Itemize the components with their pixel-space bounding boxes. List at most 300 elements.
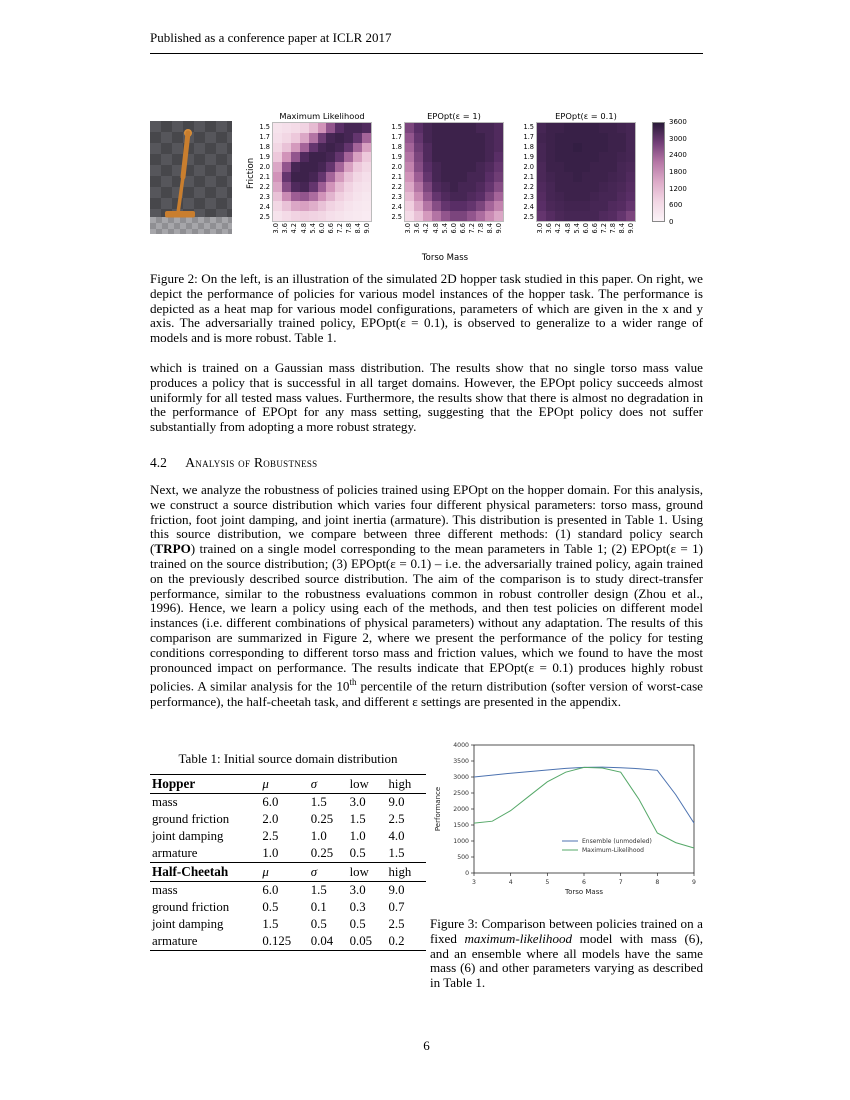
heatmap-cell xyxy=(590,182,599,192)
heatmap-cell xyxy=(282,152,291,162)
heatmap-cell xyxy=(344,201,353,211)
heatmap-cell xyxy=(582,211,591,221)
heatmap-cell xyxy=(599,172,608,182)
heatmap-cell xyxy=(537,133,546,143)
xtick-label: 9.0 xyxy=(627,223,636,234)
heatmap-cell xyxy=(546,201,555,211)
ytick-label: 2.4 xyxy=(391,203,402,211)
table-cell: joint damping xyxy=(152,917,224,931)
heatmap-cell xyxy=(599,152,608,162)
xtick-label: 6.0 xyxy=(449,223,458,234)
xtick-label: 3.6 xyxy=(413,223,422,234)
heatmap-title: Maximum Likelihood xyxy=(279,111,365,121)
heatmap-cell xyxy=(326,201,335,211)
heatmap-cell xyxy=(273,143,282,153)
figure-3-caption xyxy=(430,917,703,991)
heatmap-cell xyxy=(608,192,617,202)
heatmap-cell xyxy=(617,182,626,192)
xtick-label: 3.6 xyxy=(281,223,290,234)
heatmap-cell xyxy=(326,192,335,202)
ytick-label: 1.8 xyxy=(391,143,402,151)
heatmap-cell xyxy=(546,192,555,202)
table-cell: mass xyxy=(152,883,178,897)
heatmap-cell xyxy=(617,172,626,182)
heatmap-cell xyxy=(582,123,591,133)
heatmap-cell xyxy=(485,172,494,182)
heatmap-cell xyxy=(335,182,344,192)
ytick-label: 1.7 xyxy=(259,133,270,141)
heatmap-cell xyxy=(441,152,450,162)
heatmap-cell xyxy=(450,211,459,221)
heatmap-cell xyxy=(282,201,291,211)
heatmap-cell xyxy=(485,143,494,153)
heatmap-cell xyxy=(344,211,353,221)
heatmap-cell xyxy=(353,143,362,153)
heatmap-cell xyxy=(494,152,503,162)
heatmap-cell xyxy=(273,172,282,182)
heatmap-cell xyxy=(564,152,573,162)
xtick-label: 3.0 xyxy=(404,223,413,234)
heatmap-cell xyxy=(590,133,599,143)
heatmap-title: EPOpt(ε = 1) xyxy=(427,111,481,121)
heatmap-cell xyxy=(590,162,599,172)
heatmap-cell xyxy=(467,201,476,211)
heatmap-cell xyxy=(291,172,300,182)
heatmap-maximum-likelihood xyxy=(254,111,372,261)
heatmap-cell xyxy=(344,123,353,133)
text-segment: TRPO xyxy=(154,541,191,557)
heatmap-cell xyxy=(555,182,564,192)
table-cell: 1.5 xyxy=(388,846,405,860)
heatmap-cell xyxy=(450,192,459,202)
xtick-label: 8.4 xyxy=(486,223,495,234)
heatmap-cell xyxy=(485,192,494,202)
heatmap-cell xyxy=(546,172,555,182)
heatmap-cell xyxy=(494,182,503,192)
heatmap-cell xyxy=(608,152,617,162)
heatmap-ytick-labels xyxy=(254,122,272,222)
heatmap-cell xyxy=(537,211,546,221)
heatmap-cell xyxy=(353,123,362,133)
heatmap-cell xyxy=(467,182,476,192)
heatmap-cell xyxy=(423,162,432,172)
heatmap-cell xyxy=(626,143,635,153)
heatmap-cell xyxy=(405,133,414,143)
heatmap-cell xyxy=(423,182,432,192)
heatmap-cell xyxy=(282,192,291,202)
table-cell: 6.0 xyxy=(262,883,279,897)
heatmap-cell xyxy=(432,133,441,143)
heatmap-cell xyxy=(300,182,309,192)
colorbar-tick: 1800 xyxy=(669,168,687,176)
figure-3-plot xyxy=(430,733,703,913)
heatmap-cell xyxy=(485,162,494,172)
heatmap-cell xyxy=(476,211,485,221)
heatmap-cell xyxy=(555,192,564,202)
figure-2 xyxy=(150,111,703,273)
fig3-x-axis-label: Torso Mass xyxy=(564,888,604,896)
heatmap-cell xyxy=(573,152,582,162)
heatmap-cell xyxy=(555,201,564,211)
xtick-label: 5.4 xyxy=(308,223,317,234)
colorbar-tick: 1200 xyxy=(669,184,687,193)
table-row xyxy=(150,845,426,863)
heatmap-cell xyxy=(555,133,564,143)
heatmap-cell xyxy=(326,123,335,133)
heatmap-cell xyxy=(564,162,573,172)
heatmap-cell xyxy=(467,133,476,143)
heatmap-cell xyxy=(362,182,371,192)
heatmap-cell xyxy=(335,152,344,162)
heatmap-cell xyxy=(467,152,476,162)
heatmap-cell xyxy=(300,123,309,133)
xtick-label: 3.0 xyxy=(272,223,281,234)
x-tick-label: 4 xyxy=(508,879,513,886)
heatmap-cell xyxy=(441,143,450,153)
heatmap-cell xyxy=(573,201,582,211)
heatmap-cell xyxy=(537,152,546,162)
heatmap-cell xyxy=(573,123,582,133)
heatmap-cell xyxy=(441,201,450,211)
xtick-label: 9.0 xyxy=(363,223,372,234)
x-tick-label: 3 xyxy=(472,879,476,886)
heatmap-cell xyxy=(432,172,441,182)
heatmap-cell xyxy=(318,123,327,133)
heatmap-cell xyxy=(291,182,300,192)
ytick-label: 2.1 xyxy=(259,173,270,181)
heatmap-cell xyxy=(291,152,300,162)
table-cell: high xyxy=(387,775,426,794)
heatmap-cell xyxy=(335,211,344,221)
heatmap-cell xyxy=(467,172,476,182)
heatmap-cell xyxy=(573,143,582,153)
fig3-y-axis-label: Performance xyxy=(434,786,442,832)
heatmap-cell xyxy=(599,143,608,153)
heatmap-grid xyxy=(536,122,636,222)
heatmap-cell xyxy=(318,201,327,211)
heatmap-cell xyxy=(414,182,423,192)
heatmap-cell xyxy=(573,172,582,182)
heatmap-epopt-1 xyxy=(386,111,504,261)
heatmap-cell xyxy=(476,201,485,211)
heatmap-cell xyxy=(335,201,344,211)
heatmap-cell xyxy=(626,133,635,143)
heatmap-cell xyxy=(458,182,467,192)
heatmap-cell xyxy=(485,201,494,211)
heatmap-cell xyxy=(362,211,371,221)
table-1-caption: Table 1: Initial source domain distribution xyxy=(178,751,398,766)
heatmap-cell xyxy=(291,143,300,153)
heatmap-cell xyxy=(599,201,608,211)
heatmap-cell xyxy=(291,123,300,133)
heatmap-cell xyxy=(458,201,467,211)
table-cell: 1.0 xyxy=(262,846,279,860)
heatmap-ytick-labels xyxy=(386,122,404,222)
table-row xyxy=(150,828,426,845)
text-segment: maximum-likelihood xyxy=(464,930,573,946)
heatmap-cell xyxy=(590,172,599,182)
heatmap-cell xyxy=(599,211,608,221)
table-cell: Hopper xyxy=(150,775,260,794)
table-row xyxy=(150,882,426,900)
heatmap-cell xyxy=(564,123,573,133)
heatmap-cell xyxy=(344,143,353,153)
heatmap-cell xyxy=(555,123,564,133)
heatmap-cell xyxy=(537,182,546,192)
heatmap-cell xyxy=(458,133,467,143)
ytick-label: 1.5 xyxy=(259,123,270,131)
heatmap-cell xyxy=(414,192,423,202)
checker-floor xyxy=(150,217,232,234)
heatmap-cell xyxy=(626,162,635,172)
heatmap-cell xyxy=(300,201,309,211)
y-tick-label: 1000 xyxy=(453,838,469,845)
figure-2-caption: Figure 2: On the left, is an illustration of the simulated 2D hopper task studied in this paper. On right, we depict the performance of policies for various model instances of the hopper task. The performance is depicted as a heat map for various model configurations, parameters of which are given in the x and y axis. The adversarially trained policy, EPOpt(ε = 0.1), is observed to generalize to a wider range of models and is more robust. Table 1. xyxy=(150,271,703,346)
heatmap-cell xyxy=(282,123,291,133)
heatmap-epopt-01 xyxy=(518,111,636,261)
heatmap-cell xyxy=(608,143,617,153)
heatmap-cell xyxy=(423,143,432,153)
heatmap-cell xyxy=(353,192,362,202)
heatmap-cell xyxy=(344,152,353,162)
heatmap-cell xyxy=(555,211,564,221)
colorbar xyxy=(652,122,665,222)
heatmap-cell xyxy=(608,133,617,143)
table-cell: 3.0 xyxy=(349,883,366,897)
heatmap-cell xyxy=(626,123,635,133)
heatmap-cell xyxy=(441,192,450,202)
table-cell: 0.1 xyxy=(310,900,327,914)
heatmap-cell xyxy=(335,143,344,153)
heatmap-cell xyxy=(476,172,485,182)
xtick-label: 8.4 xyxy=(354,223,363,234)
heatmap-cell xyxy=(537,192,546,202)
heatmap-cell xyxy=(273,133,282,143)
heatmap-cell xyxy=(423,172,432,182)
table-cell: ground friction xyxy=(152,900,230,914)
table-1 xyxy=(150,751,426,951)
table-cell: Half-Cheetah xyxy=(150,863,260,882)
heatmap-cell xyxy=(362,192,371,202)
heatmap-cell xyxy=(494,143,503,153)
heatmap-cell xyxy=(582,201,591,211)
heatmap-cell xyxy=(318,162,327,172)
colorbar-tick: 600 xyxy=(669,201,683,210)
heatmap-cell xyxy=(362,152,371,162)
heatmap-cell xyxy=(546,182,555,192)
heatmap-cell xyxy=(582,192,591,202)
text-segment: ) trained on a single model corresponding to the mean parameters in Table 1; (2) EPOpt(ε = 1) trained on the source distribution; (3) EPOpt(ε = 0.1) – i.e. the adversarially trained policy, again trained on the previously described source distribution. The aim of the comparison is to study direct-transfer performance, similar to the robustness evaluations common in robust controller design (Zhou et al., 1996). Hence, we learn a policy using each of the methods, and then test policies on different model instances (i.e. different combinations of physical parameters) without any adaptation. The results of this comparison are summarized in Figure 2, where we present the performance of the policy for testing conditions corresponding to different torso mass and friction values, which we found to have the most pronounced impact on performance. The results indicate that EPOpt(ε = 0.1) produces highly robust policies. A similar analysis for the 10 xyxy=(150,541,703,694)
table-cell: mass xyxy=(152,795,178,809)
heatmap-cell xyxy=(414,143,423,153)
colorbar-tick: 2400 xyxy=(669,151,687,160)
heatmap-cell xyxy=(282,172,291,182)
xtick-label: 4.2 xyxy=(290,223,299,234)
heatmap-cell xyxy=(326,211,335,221)
heatmap-cell xyxy=(617,211,626,221)
heatmap-cell xyxy=(318,192,327,202)
table-cell: armature xyxy=(150,933,260,951)
ytick-label: 2.2 xyxy=(523,183,534,191)
heatmap-cell xyxy=(309,182,318,192)
heatmap-cell xyxy=(494,201,503,211)
heatmap-cell xyxy=(423,123,432,133)
table-section-header xyxy=(150,775,426,794)
table-cell: 1.0 xyxy=(310,829,327,843)
heatmap-cell xyxy=(414,133,423,143)
heatmap-cell xyxy=(608,172,617,182)
heatmap-cell xyxy=(309,143,318,153)
heatmap-cell xyxy=(309,172,318,182)
section-heading xyxy=(150,455,317,471)
heatmap-cell xyxy=(423,211,432,221)
heatmap-cell xyxy=(309,192,318,202)
table-cell: σ xyxy=(309,863,348,882)
heatmap-cell xyxy=(450,143,459,153)
hopper-foot xyxy=(165,211,195,218)
heatmap-cell xyxy=(494,162,503,172)
heatmap-cell xyxy=(362,133,371,143)
y-tick-label: 0 xyxy=(465,870,469,877)
heatmap-cell xyxy=(458,211,467,221)
heatmap-cell xyxy=(582,172,591,182)
heatmap-cell xyxy=(335,133,344,143)
xtick-label: 4.8 xyxy=(563,223,572,234)
table-cell: 2.5 xyxy=(388,917,405,931)
text-segment: model with mass (6), and an ensemble where all models have the same mass (6) and other parameters varying as described in Table 1. xyxy=(430,930,703,991)
xtick-label: 6.6 xyxy=(458,223,467,234)
xtick-label: 6.6 xyxy=(590,223,599,234)
ytick-label: 2.2 xyxy=(259,183,270,191)
heatmap-cell xyxy=(450,123,459,133)
fig2-x-axis-label: Torso Mass xyxy=(421,253,469,263)
ytick-label: 2.5 xyxy=(259,213,270,221)
table-cell: ground friction xyxy=(152,812,230,826)
table-cell: 1.5 xyxy=(349,812,366,826)
heatmap-cell xyxy=(467,211,476,221)
heatmap-cell xyxy=(362,123,371,133)
hopper-image xyxy=(150,121,232,234)
heatmap-cell xyxy=(300,152,309,162)
heatmap-cell xyxy=(353,172,362,182)
heatmap-cell xyxy=(467,192,476,202)
table-cell: 0.5 xyxy=(262,900,279,914)
heatmap-cell xyxy=(344,172,353,182)
ytick-label: 1.8 xyxy=(259,143,270,151)
heatmap-cell xyxy=(590,123,599,133)
ytick-label: 1.8 xyxy=(523,143,534,151)
xtick-label: 7.2 xyxy=(467,223,476,234)
heatmap-cell xyxy=(273,152,282,162)
table-cell: 1.5 xyxy=(310,795,327,809)
heatmap-cell xyxy=(432,182,441,192)
xtick-label: 6.6 xyxy=(326,223,335,234)
heatmap-cell xyxy=(573,162,582,172)
heatmap-cell xyxy=(335,192,344,202)
text-segment: Next, we analyze the robustness of policies trained using EPOpt on the hopper domain. For this analysis, we construct a source distribution which varies four different physical parameters: torso mass, ground friction, foot joint damping, and joint inertia (armature). This distribution is presented in Table 1. Using this source distribution, we compare between three different methods: (1) standard policy search ( xyxy=(150,482,703,557)
table-cell: 0.5 xyxy=(349,846,366,860)
heatmap-cell xyxy=(485,152,494,162)
heatmap-cell xyxy=(273,162,282,172)
table-cell: 1.5 xyxy=(310,883,327,897)
heatmap-cell xyxy=(476,152,485,162)
xtick-label: 4.2 xyxy=(422,223,431,234)
heatmap-cell xyxy=(617,201,626,211)
heatmap-cell xyxy=(423,192,432,202)
ytick-label: 1.9 xyxy=(391,153,402,161)
heatmap-cell xyxy=(626,172,635,182)
heatmap-cell xyxy=(546,143,555,153)
heatmap-cell xyxy=(590,192,599,202)
table-cell: joint damping xyxy=(152,829,224,843)
heatmap-cell xyxy=(582,182,591,192)
heatmap-cell xyxy=(458,152,467,162)
xtick-label: 7.2 xyxy=(599,223,608,234)
heatmap-cell xyxy=(309,201,318,211)
heatmap-cell xyxy=(282,162,291,172)
ytick-label: 1.9 xyxy=(259,153,270,161)
colorbar-tick: 3000 xyxy=(669,134,687,143)
heatmap-cell xyxy=(590,152,599,162)
heatmap-cell xyxy=(476,192,485,202)
heatmap-cell xyxy=(608,162,617,172)
ytick-label: 1.7 xyxy=(391,133,402,141)
heatmap-cell xyxy=(353,162,362,172)
heatmap-cell xyxy=(432,201,441,211)
table-cell: 6.0 xyxy=(262,795,279,809)
heatmap-cell xyxy=(573,211,582,221)
heatmap-cell xyxy=(335,123,344,133)
table-cell: 4.0 xyxy=(388,829,405,843)
heatmap-cell xyxy=(564,133,573,143)
ytick-label: 2.0 xyxy=(523,163,534,171)
heatmap-cell xyxy=(617,123,626,133)
table-cell: 9.0 xyxy=(388,883,405,897)
heatmap-cell xyxy=(353,201,362,211)
table-cell: armature xyxy=(152,846,198,860)
table-cell: 2.5 xyxy=(388,812,405,826)
heatmap-cell xyxy=(300,162,309,172)
heatmap-cell xyxy=(450,152,459,162)
x-tick-label: 7 xyxy=(618,879,623,886)
text-segment: th xyxy=(349,677,357,688)
y-tick-label: 3000 xyxy=(453,774,469,781)
heatmap-cell xyxy=(282,211,291,221)
xtick-label: 6.0 xyxy=(581,223,590,234)
heatmap-cell xyxy=(441,211,450,221)
heatmap-cell xyxy=(405,143,414,153)
heatmap-cell xyxy=(485,123,494,133)
heatmap-cell xyxy=(537,172,546,182)
heatmap-cell xyxy=(458,123,467,133)
heatmap-cell xyxy=(582,152,591,162)
heatmap-cell xyxy=(309,162,318,172)
table-cell: 0.5 xyxy=(349,917,366,931)
heatmap-cell xyxy=(494,192,503,202)
heatmap-cell xyxy=(300,133,309,143)
heatmap-cell xyxy=(564,143,573,153)
table-row xyxy=(150,811,426,828)
heatmap-cell xyxy=(582,162,591,172)
heatmap-cell xyxy=(432,143,441,153)
y-tick-label: 1500 xyxy=(453,822,469,829)
heatmap-cell xyxy=(362,143,371,153)
ytick-label: 2.4 xyxy=(523,203,534,211)
heatmap-cell xyxy=(555,152,564,162)
heatmap-cell xyxy=(573,182,582,192)
x-tick-label: 6 xyxy=(582,879,586,886)
ytick-label: 2.1 xyxy=(391,173,402,181)
